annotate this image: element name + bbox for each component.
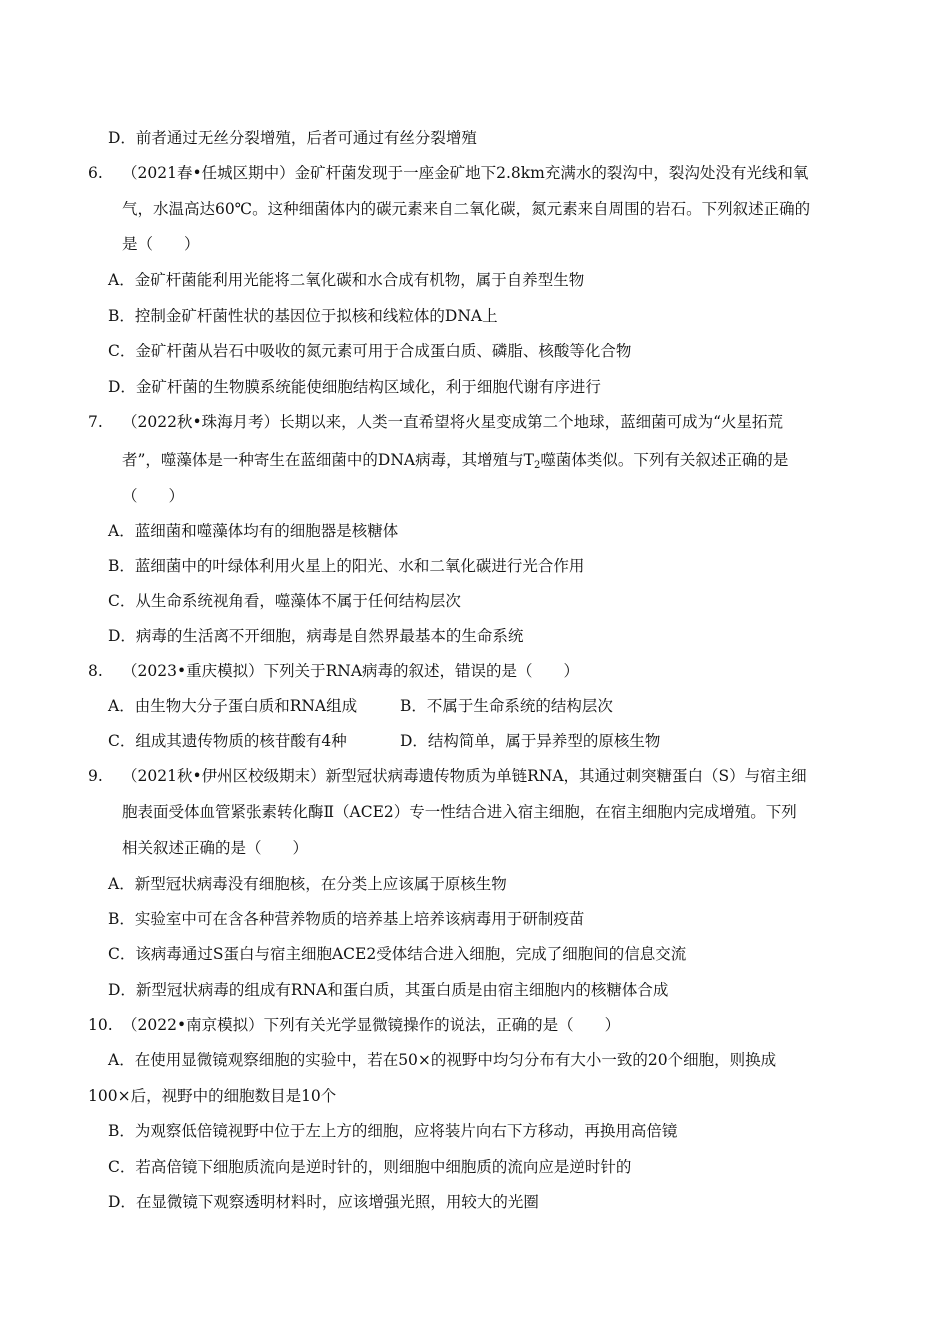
- q8-number: 8.: [88, 662, 103, 680]
- q6-option-d: D．金矿杆菌的生物膜系统能使细胞结构区域化，利于细胞代谢有序进行: [108, 378, 601, 396]
- q10-number: 10.: [88, 1016, 113, 1034]
- q8-option-d: D．结构简单，属于异养型的原核生物: [400, 732, 661, 750]
- q8-option-b: B．不属于生命系统的结构层次: [400, 697, 613, 715]
- q6-stem-line2: 气，水温高达60℃。这种细菌体内的碳元素来自二氧化碳，氮元素来自周围的岩石。下列叙述正确的: [122, 200, 811, 218]
- q9-option-a: A．新型冠状病毒没有细胞核，在分类上应该属于原核生物: [108, 875, 507, 893]
- q7-option-d: D．病毒的生活离不开细胞，病毒是自然界最基本的生命系统: [108, 627, 524, 645]
- q10-option-d: D．在显微镜下观察透明材料时，应该增强光照，用较大的光圈: [108, 1193, 539, 1211]
- q10-option-c: C．若高倍镜下细胞质流向是逆时针的，则细胞中细胞质的流向应是逆时针的: [108, 1158, 632, 1176]
- q6-stem-line3: 是（ ）: [122, 235, 200, 253]
- q10-option-a-line1: A．在使用显微镜观察细胞的实验中，若在50×的视野中均匀分布有大小一致的20个细胞，则换成: [108, 1051, 777, 1069]
- q7-option-c: C．从生命系统视角看，噬藻体不属于任何结构层次: [108, 592, 461, 610]
- q6-option-b: B．控制金矿杆菌性状的基因位于拟核和线粒体的DNA上: [108, 307, 498, 325]
- q10-option-a-line2: 100×后，视野中的细胞数目是10个: [88, 1087, 337, 1105]
- q7-stem-line2-part1: 者”，噬藻体是一种寄生在蓝细菌中的DNA病毒，其增殖与T: [122, 451, 534, 469]
- q9-option-b: B．实验室中可在含各种营养物质的培养基上培养该病毒用于研制疫苗: [108, 910, 585, 928]
- q7-option-b: B．蓝细菌中的叶绿体利用火星上的阳光、水和二氧化碳进行光合作用: [108, 557, 585, 575]
- q6-option-c: C．金矿杆菌从岩石中吸收的氮元素可用于合成蛋白质、磷脂、核酸等化合物: [108, 342, 632, 360]
- q8-option-a: A．由生物大分子蛋白质和RNA组成: [108, 697, 358, 715]
- q7-number: 7.: [88, 413, 103, 431]
- q7-option-a: A．蓝细菌和噬藻体均有的细胞器是核糖体: [108, 522, 399, 540]
- q7-subscript-2: 2: [533, 460, 541, 471]
- q6-stem-line1: （2021春•任城区期中）金矿杆菌发现于一座金矿地下2.8km充满水的裂沟中，裂沟处没有光线和氧: [122, 164, 809, 182]
- q10-option-b: B．为观察低倍镜视野中位于左上方的细胞，应将装片向右下方移动，再换用高倍镜: [108, 1122, 678, 1140]
- q9-number: 9.: [88, 767, 103, 785]
- q8-option-c: C．组成其遗传物质的核苷酸有4种: [108, 732, 347, 750]
- q5-option-d: D．前者通过无丝分裂增殖，后者可通过有丝分裂增殖: [108, 129, 477, 147]
- q9-stem-line3: 相关叙述正确的是（ ）: [122, 839, 309, 857]
- q6-option-a: A．金矿杆菌能利用光能将二氧化碳和水合成有机物，属于自养型生物: [108, 271, 585, 289]
- q9-option-d: D．新型冠状病毒的组成有RNA和蛋白质，其蛋白质是由宿主细胞内的核糖体合成: [108, 981, 669, 999]
- q9-stem-line2: 胞表面受体血管紧张素转化酶Ⅱ（ACE2）专一性结合进入宿主细胞，在宿主细胞内完成增殖。下列: [122, 803, 797, 821]
- q7-stem-line1: （2022秋•珠海月考）长期以来，人类一直希望将火星变成第二个地球，蓝细菌可成为“火星拓荒: [122, 413, 784, 431]
- q7-stem-line2-part2: 噬菌体类似。下列有关叙述正确的是: [540, 451, 789, 469]
- q6-number: 6.: [88, 164, 103, 182]
- q9-stem-line1: （2021秋•伊州区校级期末）新型冠状病毒遗传物质为单链RNA，其通过刺突糖蛋白（S）与宿主细: [122, 767, 807, 785]
- q8-stem: （2023•重庆模拟）下列关于RNA病毒的叙述，错误的是（ ）: [122, 662, 580, 680]
- q10-stem: （2022•南京模拟）下列有关光学显微镜操作的说法，正确的是（ ）: [122, 1016, 621, 1034]
- q9-option-c: C．该病毒通过S蛋白与宿主细胞ACE2受体结合进入细胞，完成了细胞间的信息交流: [108, 945, 687, 963]
- q7-stem-line2: [122, 449, 788, 471]
- q7-stem-line3: （ ）: [122, 487, 185, 505]
